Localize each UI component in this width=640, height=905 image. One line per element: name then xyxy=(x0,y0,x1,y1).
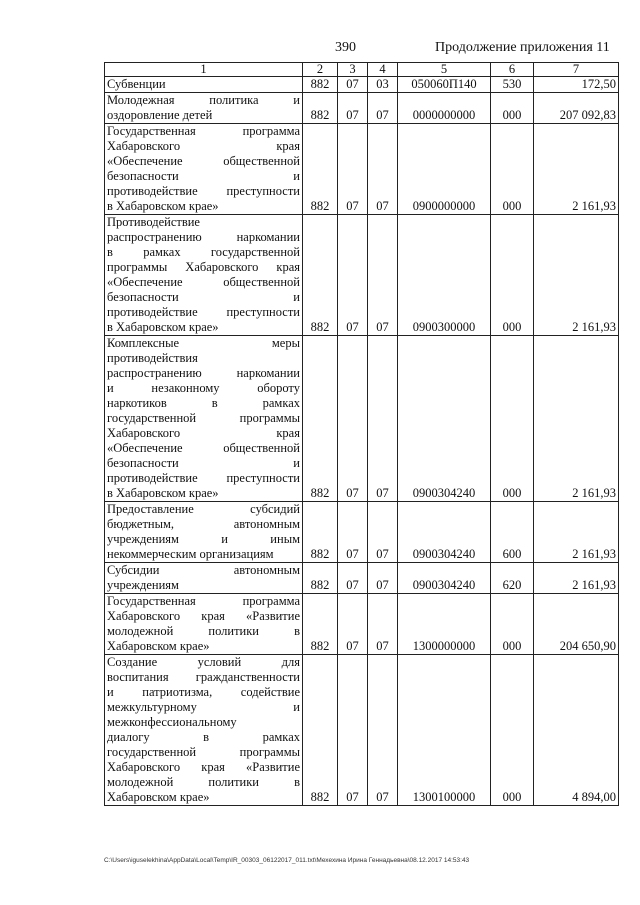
subsection-code-cell: 07 xyxy=(368,563,398,594)
table-header xyxy=(105,63,619,77)
row-name-line: и незаконному обороту xyxy=(107,381,300,395)
row-name-line: молодежной политики в xyxy=(107,775,300,789)
row-name-line: Субсидии автономным xyxy=(107,563,300,577)
column-header: 1 xyxy=(105,63,303,77)
chapter-code-cell: 882 xyxy=(303,77,338,93)
amount-cell: 204 650,90 xyxy=(534,594,619,655)
amount-cell: 2 161,93 xyxy=(534,215,619,336)
section-code-cell: 07 xyxy=(338,594,368,655)
row-name-line: противодействие преступности xyxy=(107,305,300,319)
row-name-line: Молодежная политика и xyxy=(107,93,300,107)
page-number: 390 xyxy=(335,40,356,55)
row-name-cell xyxy=(105,124,303,215)
row-name-line: распространению наркомании xyxy=(107,230,300,244)
section-code-cell: 07 xyxy=(338,215,368,336)
target-article-cell: 0900000000 xyxy=(398,124,491,215)
row-name-line: противодействия xyxy=(107,351,198,365)
footer-file-path: C:\Users\iguselekhina\AppData\Local\Temp\IR_00303_06122017_011.txt\Мехехина Ирина Геннадьевна\08.12.2017 14:53:43 xyxy=(104,857,470,864)
table-row xyxy=(105,594,619,655)
target-article-cell: 0900304240 xyxy=(398,502,491,563)
row-name-line: программы Хабаровского края xyxy=(107,260,300,274)
column-header: 4 xyxy=(368,63,398,77)
row-name-line: бюджетным, автономным xyxy=(107,517,300,531)
row-name-line: «Обеспечение общественной xyxy=(107,275,300,289)
chapter-code-cell: 882 xyxy=(303,563,338,594)
amount-cell: 2 161,93 xyxy=(534,563,619,594)
subsection-code-cell: 03 xyxy=(368,77,398,93)
expense-type-cell: 000 xyxy=(491,93,534,124)
row-name-line: безопасности и xyxy=(107,290,300,304)
expense-type-cell: 000 xyxy=(491,594,534,655)
row-name-line: Государственная программа xyxy=(107,594,300,608)
column-header: 2 xyxy=(303,63,338,77)
expense-type-cell: 000 xyxy=(491,124,534,215)
budget-table xyxy=(104,62,619,806)
row-name-line: Предоставление субсидий xyxy=(107,502,300,516)
row-name-line: противодействие преступности xyxy=(107,471,300,485)
row-name-line: безопасности и xyxy=(107,169,300,183)
section-code-cell: 07 xyxy=(338,655,368,806)
target-article-cell: 0900304240 xyxy=(398,563,491,594)
row-name-line: межконфессиональному xyxy=(107,715,237,729)
row-name-line: воспитания гражданственности xyxy=(107,670,300,684)
row-name-line: безопасности и xyxy=(107,456,300,470)
chapter-code-cell: 882 xyxy=(303,93,338,124)
chapter-code-cell: 882 xyxy=(303,124,338,215)
column-number-row xyxy=(105,63,619,77)
appendix-title: Продолжение приложения 11 xyxy=(435,40,610,55)
row-name-line: Хабаровского края «Развитие xyxy=(107,609,300,623)
row-name-line: Хабаровском крае» xyxy=(107,639,210,653)
amount-cell: 2 161,93 xyxy=(534,336,619,502)
section-code-cell: 07 xyxy=(338,77,368,93)
subsection-code-cell: 07 xyxy=(368,215,398,336)
expense-type-cell: 000 xyxy=(491,655,534,806)
row-name-line: Хабаровского края xyxy=(107,139,300,153)
row-name-line: в рамках государственной xyxy=(107,245,300,259)
row-name-line: Хабаровском крае» xyxy=(107,790,210,804)
table-row xyxy=(105,215,619,336)
row-name-line: в Хабаровском крае» xyxy=(107,199,219,213)
section-code-cell: 07 xyxy=(338,124,368,215)
row-name-line: распространению наркомании xyxy=(107,366,300,380)
chapter-code-cell: 882 xyxy=(303,502,338,563)
amount-cell: 2 161,93 xyxy=(534,502,619,563)
row-name-line: наркотиков в рамках xyxy=(107,396,300,410)
chapter-code-cell: 882 xyxy=(303,655,338,806)
target-article-cell: 050060П140 xyxy=(398,77,491,93)
row-name-line: Государственная программа xyxy=(107,124,300,138)
column-header: 3 xyxy=(338,63,368,77)
row-name-line: Создание условий для xyxy=(107,655,300,669)
row-name-line: Хабаровского края «Развитие xyxy=(107,760,300,774)
expense-type-cell: 600 xyxy=(491,502,534,563)
subsection-code-cell: 07 xyxy=(368,502,398,563)
table-body xyxy=(105,77,619,806)
expense-type-cell: 000 xyxy=(491,215,534,336)
row-name-line: в Хабаровском крае» xyxy=(107,486,219,500)
subsection-code-cell: 07 xyxy=(368,124,398,215)
row-name-line: молодежной политики в xyxy=(107,624,300,638)
row-name-cell xyxy=(105,336,303,502)
row-name-cell xyxy=(105,655,303,806)
amount-cell: 4 894,00 xyxy=(534,655,619,806)
chapter-code-cell: 882 xyxy=(303,215,338,336)
subsection-code-cell: 07 xyxy=(368,655,398,806)
table-row xyxy=(105,93,619,124)
row-name-line: Противодействие xyxy=(107,215,200,229)
row-name-line: «Обеспечение общественной xyxy=(107,441,300,455)
row-name-line: Хабаровского края xyxy=(107,426,300,440)
target-article-cell: 1300100000 xyxy=(398,655,491,806)
column-header: 6 xyxy=(491,63,534,77)
row-name-cell xyxy=(105,502,303,563)
row-name-line: государственной программы xyxy=(107,411,300,425)
amount-cell: 207 092,83 xyxy=(534,93,619,124)
table-row xyxy=(105,502,619,563)
expense-type-cell: 000 xyxy=(491,336,534,502)
section-code-cell: 07 xyxy=(338,93,368,124)
target-article-cell: 1300000000 xyxy=(398,594,491,655)
row-name-line: и патриотизма, содействие xyxy=(107,685,300,699)
target-article-cell: 0900300000 xyxy=(398,215,491,336)
row-name-line: Субвенции xyxy=(107,77,166,91)
table-row xyxy=(105,336,619,502)
table-row xyxy=(105,124,619,215)
amount-cell: 172,50 xyxy=(534,77,619,93)
chapter-code-cell: 882 xyxy=(303,594,338,655)
column-header: 7 xyxy=(534,63,619,77)
section-code-cell: 07 xyxy=(338,563,368,594)
section-code-cell: 07 xyxy=(338,502,368,563)
target-article-cell: 0900304240 xyxy=(398,336,491,502)
expense-type-cell: 620 xyxy=(491,563,534,594)
amount-cell: 2 161,93 xyxy=(534,124,619,215)
row-name-cell xyxy=(105,563,303,594)
column-header: 5 xyxy=(398,63,491,77)
table-row xyxy=(105,563,619,594)
row-name-line: учреждениям и иным xyxy=(107,532,300,546)
row-name-line: диалогу в рамках xyxy=(107,730,300,744)
row-name-line: учреждениям xyxy=(107,578,179,592)
row-name-line: некоммерческим организациям xyxy=(107,547,274,561)
row-name-line: Комплексные меры xyxy=(107,336,300,350)
subsection-code-cell: 07 xyxy=(368,93,398,124)
row-name-line: межкультурному и xyxy=(107,700,300,714)
row-name-cell xyxy=(105,594,303,655)
row-name-cell xyxy=(105,77,303,93)
row-name-line: оздоровление детей xyxy=(107,108,213,122)
row-name-line: государственной программы xyxy=(107,745,300,759)
chapter-code-cell: 882 xyxy=(303,336,338,502)
section-code-cell: 07 xyxy=(338,336,368,502)
row-name-line: «Обеспечение общественной xyxy=(107,154,300,168)
target-article-cell: 0000000000 xyxy=(398,93,491,124)
row-name-cell xyxy=(105,215,303,336)
table-row xyxy=(105,655,619,806)
row-name-line: противодействие преступности xyxy=(107,184,300,198)
row-name-cell xyxy=(105,93,303,124)
subsection-code-cell: 07 xyxy=(368,336,398,502)
row-name-line: в Хабаровском крае» xyxy=(107,320,219,334)
subsection-code-cell: 07 xyxy=(368,594,398,655)
expense-type-cell: 530 xyxy=(491,77,534,93)
table-row xyxy=(105,77,619,93)
